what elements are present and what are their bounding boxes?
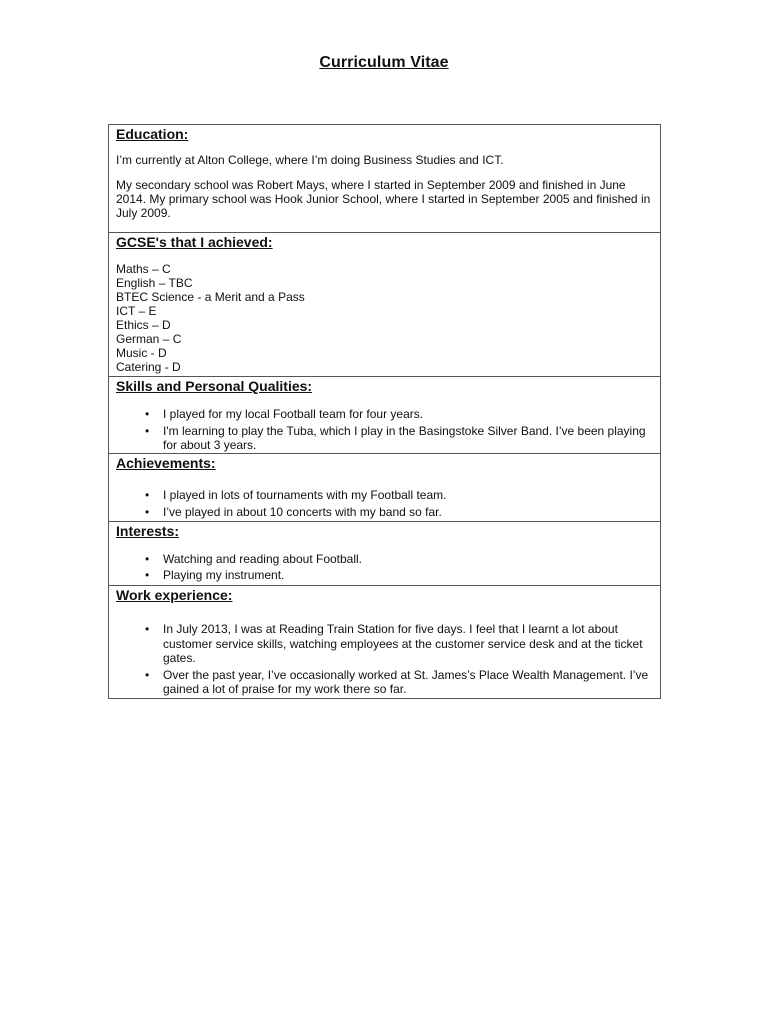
interests-item: • Watching and reading about Football. <box>116 552 653 567</box>
page-title: Curriculum Vitae <box>319 54 449 71</box>
work-item: • In July 2013, I was at Reading Train Station for five days. I feel that I learnt a lot about customer service skills, watching employees at the customer service desk and at the ticket gates. <box>116 622 653 666</box>
gcse-heading: GCSE's that I achieved: <box>116 234 273 250</box>
interests-heading: Interests: <box>116 523 180 539</box>
gcse-item: Maths – C <box>116 262 171 276</box>
interests-list <box>116 552 653 582</box>
interests-section <box>109 521 660 585</box>
skills-list <box>116 407 653 453</box>
gcse-section <box>109 232 660 376</box>
skills-heading: Skills and Personal Qualities: <box>116 378 313 394</box>
cv-table <box>108 124 661 699</box>
education-section <box>109 125 660 232</box>
achievements-heading: Achievements: <box>116 455 216 471</box>
gcse-item: Ethics – D <box>116 318 171 332</box>
gcse-item: BTEC Science - a Merit and a Pass <box>116 290 305 304</box>
achievements-item: • I played in lots of tournaments with my Football team. <box>116 488 653 503</box>
education-current: I’m currently at Alton College, where I’m doing Business Studies and ICT. <box>116 153 504 167</box>
gcse-list <box>116 262 653 374</box>
achievements-list <box>116 488 653 519</box>
achievements-section <box>109 453 660 521</box>
gcse-item: Music - D <box>116 346 167 360</box>
gcse-item: English – TBC <box>116 276 193 290</box>
education-history: My secondary school was Robert Mays, where I started in September 2009 and finished in June 2014. My primary school was Hook Junior School, where I started in September 2005 and finished in July 2009. <box>116 178 651 220</box>
gcse-item: Catering - D <box>116 360 181 374</box>
gcse-item: German – C <box>116 332 182 346</box>
work-item: • Over the past year, I’ve occasionally worked at St. James’s Place Wealth Management. I’ve gained a lot of praise for my work there so far. <box>116 668 653 697</box>
skills-section <box>109 376 660 453</box>
interests-item: • Playing my instrument. <box>116 568 653 583</box>
skills-item: • I played for my local Football team for four years. <box>116 407 653 422</box>
work-heading: Work experience: <box>116 587 233 603</box>
achievements-item: • I’ve played in about 10 concerts with my band so far. <box>116 505 653 520</box>
education-heading: Education: <box>116 126 189 142</box>
work-list <box>116 622 653 697</box>
skills-item: • I'm learning to play the Tuba, which I play in the Basingstoke Silver Band. I’ve been playing for about 3 years. <box>116 424 653 453</box>
gcse-item: ICT – E <box>116 304 157 318</box>
work-section <box>109 585 660 698</box>
